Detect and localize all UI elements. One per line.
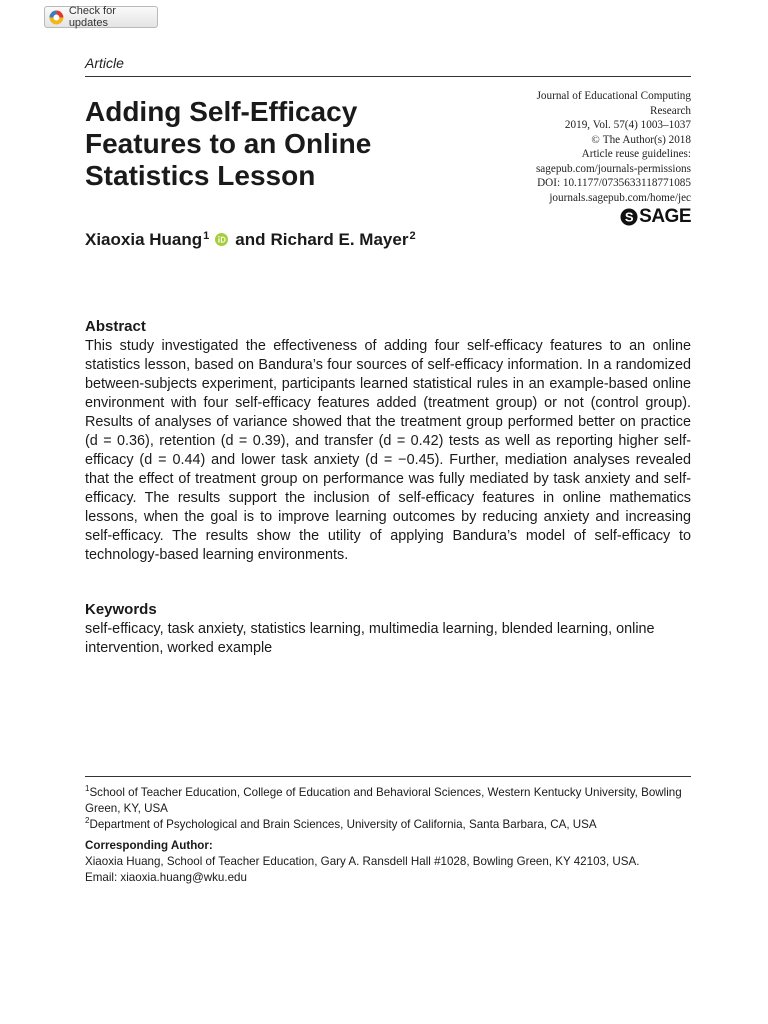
author-connector: and <box>235 230 266 249</box>
copyright-text: The Author(s) 2018 <box>602 133 691 146</box>
affiliation-2-number: 2 <box>85 815 90 825</box>
author-2-name[interactable]: Richard E. Mayer <box>270 230 409 249</box>
footnotes <box>85 785 691 886</box>
keywords-heading: Keywords <box>85 601 157 618</box>
copyright-icon: © <box>591 133 600 146</box>
reuse-label: Article reuse guidelines: <box>581 148 691 160</box>
publisher-name: SAGE <box>639 206 691 227</box>
author-1-name[interactable]: Xiaoxia Huang <box>85 230 203 249</box>
article-type-label: Article <box>85 55 124 71</box>
journal-volume: 2019, Vol. 57(4) 1003–1037 <box>564 119 691 131</box>
sage-logo-icon <box>620 208 638 226</box>
footnote-divider <box>85 776 691 777</box>
affiliation-2 <box>85 817 691 833</box>
article-title: Adding Self-Efficacy Features to an Online Statistics Lesson <box>85 96 372 191</box>
affiliation-1-text: School of Teacher Education, College of Education and Behavioral Sciences, Western Kentucky University, Bowling Green, KY, USA <box>85 786 682 815</box>
author-2-affiliation: 2 <box>409 230 416 242</box>
corresponding-author-email[interactable]: Email: xiaoxia.huang@wku.edu <box>85 870 247 884</box>
author-line <box>85 230 416 250</box>
affiliation-1-number: 1 <box>85 784 90 794</box>
journal-homepage-link[interactable]: journals.sagepub.com/home/jec <box>549 191 691 204</box>
svg-text:S: S <box>625 209 634 225</box>
affiliation-2-text: Department of Psychological and Brain Sciences, University of California, Santa Barbara, CA, USA <box>89 817 597 831</box>
corresponding-author-address: Xiaoxia Huang, School of Teacher Education, Gary A. Ransdell Hall #1028, Bowling Green, KY 42103, USA. <box>85 855 640 869</box>
reuse-link[interactable]: sagepub.com/journals-permissions <box>535 162 691 175</box>
doi-link[interactable]: DOI: 10.1177/0735633118771085 <box>537 177 691 189</box>
publisher-logo <box>620 206 691 228</box>
author-1-affiliation: 1 <box>203 230 210 242</box>
crossmark-icon <box>49 10 64 25</box>
corresponding-author-heading: Corresponding Author: <box>85 839 213 853</box>
copyright-line <box>491 133 691 148</box>
check-for-updates-button[interactable] <box>44 6 158 28</box>
orcid-icon[interactable] <box>215 233 228 246</box>
affiliation-1 <box>85 785 691 817</box>
keywords-text: self-efficacy, task anxiety, statistics learning, multimedia learning, blended learning, online intervention, worked example <box>85 621 655 656</box>
journal-name: Journal of Educational Computing Research <box>536 90 691 117</box>
journal-info <box>491 89 691 205</box>
abstract-text: This study investigated the effectiveness of adding four self-efficacy features to an online statistics lesson, based on Bandura’s four sources of self-efficacy information. In a randomized between-subjects experiment, participants learned statistical rules in an example-based online environment with four self-efficacy features added (treatment group) or not (control group). Results of analyses of variance showed that the treatment group performed better on practice (d = 0.36), retention (d = 0.39), and transfer (d = 0.42) tests as well as reporting higher self-efficacy (d = 0.44) and lower task anxiety (d = −0.45). Further, mediation analyses revealed that the effect of treatment group on performance was fully mediated by task anxiety and self-efficacy. The results support the inclusion of self-efficacy features in online mathematics lessons, when the goal is to improve learning outcomes by reducing anxiety and increasing self-efficacy. The results show the utility of applying Bandura’s model of self-efficacy to technology-based learning environments. <box>85 338 691 563</box>
abstract-heading: Abstract <box>85 318 146 335</box>
header-divider <box>85 76 691 77</box>
check-for-updates-label: Check for updates <box>68 5 116 29</box>
